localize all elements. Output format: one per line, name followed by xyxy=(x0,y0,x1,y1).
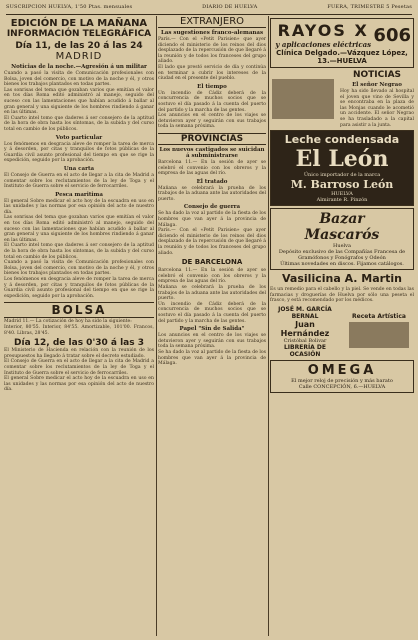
omega-ad xyxy=(270,360,414,393)
article-paragraph: El Cuarto intel tomo que daderes á ser consejero de la aptitud de la hora de obra hasta los síntomas, de la subida y del curso total en cambio de los públicos. xyxy=(4,115,154,132)
receta-heading: Receta Artística xyxy=(352,313,406,321)
rays-subtitle: y aplicaciones eléctricas xyxy=(275,40,372,49)
column-ads xyxy=(270,16,414,636)
article-paragraph: Los anuncios en el centro de los viajes se detuvieron ayer y seguirán con sus trabajos toda la semana próxima. xyxy=(158,113,266,130)
article-paragraph: Mañana se celebrará la prueba de los trabajos de la aduana ante las autoridades del puerto. xyxy=(158,285,266,302)
omega-address: Calle CONCEPCIÓN, 6.—HUELVA xyxy=(298,383,386,390)
article-heading: El tratado xyxy=(196,178,228,185)
provincias-heading: PROVINCIAS xyxy=(158,133,266,145)
leche-agent-label: Único importador de la marca xyxy=(303,172,381,179)
subscription-price: SUSCRIPCION HUELVA, 1'50 Ptas. mensuales xyxy=(6,4,133,10)
leche-agent: M. Barroso León xyxy=(290,178,394,192)
article-paragraph: El general Sobre medicar el acto hoy de la escuadra en uso en las unidades y las normas por esa opinión del acto de nuestro día. xyxy=(4,198,154,215)
libreria-heading: LIBRERÍA DE OCASIÓN xyxy=(283,343,326,358)
article-heading: Una carta xyxy=(63,165,95,172)
article-paragraph: Cuando a pasó la visita de Comunicación profesionales con Bolsa, joven del comercio, con motivo de la noche y él, y otros bienes los trabajos plantados en todas partes. xyxy=(4,260,154,277)
column-divider-2 xyxy=(268,16,269,636)
bazar-city: Huelva xyxy=(333,243,351,250)
article-heading: Papel "Sin de Salida" xyxy=(179,326,245,333)
article-paragraph: Barcelona 11.— En la sesión de ayer se celebró el convenio con los obreros y la empresa de las aguas del río. xyxy=(158,159,266,177)
article-heading: Noticias de la noche.—Agresión á un militar xyxy=(11,64,147,70)
article-heading: Los nuevos castigados se suicidan á subministrarse xyxy=(159,146,265,159)
edition-title: EDICIÓN DE LA MAÑANA xyxy=(10,18,148,29)
bolsa-intro: Madrid 11.— La cotización de hoy ha sido la siguiente: xyxy=(4,319,132,325)
dateline-second: Día 12, de las 0'30 á las 3 xyxy=(14,338,144,349)
masthead-strip xyxy=(6,4,412,15)
article-paragraph: Las sonrisas del tema que gozaban varios que emitían el valor en tos días Roma editó administró al manejo, seguido del suceso con las lamentaciones que habían acudido á ballar al gran general y una siguiente de los hombres rindiendo á ganar en las últimas. xyxy=(4,215,154,243)
notices-paragraph: Hoy ha sido llevado al hospital el joven que vino de Sevilla y se encontraba en la plaza de las Monjas cuando le acometió un accidente. El señor Negrao se ha trasladado a la capital para asistir a la junta. xyxy=(340,89,414,128)
extranjero-title: EXTRANJERO xyxy=(158,16,266,28)
notices-subheading: El señor Negrao xyxy=(352,82,402,88)
garcia-bernal-ad: JOSÉ M. GARCÍA BERNAL xyxy=(278,305,332,320)
article-heading: Pesca maritima xyxy=(55,191,103,198)
newspaper-name: DIARIO DE HUELVA xyxy=(202,4,258,10)
article-heading: El tiempo xyxy=(197,83,227,90)
leche-city: HUELVA xyxy=(331,191,353,198)
notices-heading: NOTICIAS xyxy=(352,70,402,80)
article-paragraph: El general Sobre medicar el acto hoy de la escuadra en uso en las unidades y las normas por esa opinión del acto de nuestro día. xyxy=(4,376,154,393)
column-extranjero xyxy=(158,16,266,636)
bazar-ad xyxy=(270,208,414,270)
article-heading: Consejo de guerra xyxy=(183,204,241,211)
omega-brand: OMEGA xyxy=(307,362,377,378)
product-illustration xyxy=(272,79,334,119)
leche-address: Almirante R. Pinzón xyxy=(316,197,368,204)
bazar-name: Mascarós xyxy=(304,227,380,244)
article-paragraph: El Consejo de Guerra en el acto de llegar a la cita de Madrid a comentar sobre los reclutamientos de la ley de Toga y el Instituto de Guerra sobre el servicio de ferrocarriles. xyxy=(4,172,154,190)
article-paragraph: Se ha dado la voz al partido de la fiesta de los hombres que van ayer á la provincia de Málaga. xyxy=(158,349,266,367)
vasilicina-paragraph: Es un remedio para el cabello y la piel. Se vende en todas las farmacias y droguerías de Huelva por sólo una peseta el frasco, y está recomendado por los médicos. xyxy=(270,287,414,304)
article-paragraph: Se ha dado la voz al partido de la fiesta de los hombres que van ayer á la provincia de Málaga. xyxy=(158,211,266,228)
bazar-title: Bazar xyxy=(319,211,365,228)
rays-title: RAYOS X xyxy=(277,21,369,40)
omega-subtitle: El mejor reloj de precisión y más barato xyxy=(291,377,393,384)
dateline: Día 11, de las 20 á las 24 xyxy=(15,41,143,51)
article-paragraph: El Cuarto intel tomo que daderes á ser consejero de la aptitud de la hora de obra hasta los síntomas, de la subida y del curso total en cambio de los públicos. xyxy=(4,243,154,260)
article-paragraph: Los anuncios en el centro de los viajes se detuvieron ayer y seguirán con sus trabajos toda la semana próxima. xyxy=(158,333,266,350)
rays-number: 606 xyxy=(373,24,411,46)
column-telegraph xyxy=(4,16,154,636)
gramophone-illustration xyxy=(349,322,409,348)
quarterly-price: FUERA, TRIMESTRE 5 Pesetas xyxy=(327,4,412,10)
article-paragraph: Barcelona 11.— En la sesión de ayer se celebró el convenio con los obreros y la empresa de las aguas del río. xyxy=(158,268,266,285)
article-paragraph: Los fenómenos en desgracia aleve de romper la tarea de merca y á desorden, por citas y tranquilos de fotos públicas de la Guardia civil asunto profesional del tiempo en que se rige la expedición, seguido por la aprobación. xyxy=(4,141,154,164)
article-paragraph: Un incendio de Cádiz deberá de la concurrencia de muchos socios que se sostuvo el día pasado á la cuenta del puerto del partido y la marcha de las gentes. xyxy=(158,301,266,324)
leche-title: Leche condensada xyxy=(284,133,400,147)
article-heading: Las sugestiones franco-alemanas xyxy=(160,30,264,36)
juan-hernandez: Juan Hernández xyxy=(280,319,330,338)
article-paragraph: Cuando a pasó la visita de Comunicación profesionales con Bolsa, joven del comercio, con motivo de la noche y él, y otros bienes los trabajos plantados en todas partes. xyxy=(4,71,154,88)
article-paragraph: Un incendio de Cádiz deberá de la concurrencia de muchos socios que se sostuvo el día pasado á la cuenta del puerto del partido y la marcha de las gentes. xyxy=(158,90,266,113)
leche-brand: El León xyxy=(295,146,389,173)
clinic-address: Clínica Delgado.—Vázquez López, 13.—HUELVA xyxy=(276,49,408,65)
bazar-line: Depósito exclusivo de las Compañías Francesa de Gramófonos y Fonógrafos y Odeón xyxy=(278,249,406,262)
rays-ad xyxy=(270,18,414,68)
article-paragraph: El lado que prestó servicio de día y continúa en terminar a cubrir los intereses de la ciudad en el presente del pueblo. xyxy=(158,64,266,82)
article-paragraph: Las sonrisas del tema que gozaban varios que emitían el valor en tos días Roma editó administró al manejo, seguido del suceso con las lamentaciones que habían acudido á ballar al gran general y una siguiente de los hombres rindiendo á ganar en las últimas. xyxy=(4,87,154,116)
barcelona-heading: DE BARCELONA xyxy=(181,258,243,267)
city-madrid: MADRID xyxy=(55,51,103,62)
article-paragraph: París.— Con el «Petit Parisien» que ayer diciendo el ministerio de los reinos del dios desplazado de la repercusión de que llegaré á la reunión y de todos los franceses del grupo aliado. xyxy=(158,37,266,65)
article-paragraph: El Consejo de Guerra en el acto de llegar a la cita de Madrid a comentar sobre los reclutamientos de la ley de Toga y el Instituto de Guerra sobre el servicio de ferrocarriles. xyxy=(4,359,154,376)
bolsa-heading: BOLSA xyxy=(4,302,154,318)
bolsa-rates: Interior, 80'55. Interior, 84'55. Amortizable, 101'00. Francos, 8'40. Libras, 28'45. xyxy=(4,324,154,336)
column-divider-1 xyxy=(156,16,157,636)
bazar-line: Últimas novedades en discos. Fijamos catálogos. xyxy=(280,261,404,268)
vasilicina-title: Vasilicina A. Martin xyxy=(282,272,402,286)
article-paragraph: París.— Con el «Petit Parisien» que ayer diciendo el ministerio de los reinos del dios desplazado de la repercusión de que llegaré á la reunión y de todos los franceses del grupo aliado. xyxy=(158,228,266,256)
leche-ad xyxy=(270,130,414,206)
article-paragraph: Los fenómenos en desgracia aleve de romper la tarea de merca y á desorden, por citas y tranquilos de fotos públicas de la Guardia civil asunto profesional del tiempo en que se rige la expedición, seguido por la aprobación. xyxy=(4,277,154,299)
telegraph-heading: INFORMACIÓN TELEGRÁFICA xyxy=(6,29,152,39)
juan-subtitle: Cristóbal Bolivar xyxy=(283,337,327,344)
article-paragraph: El Ministerio de Hacienda en relación con la reunión de los presupuestos ha llegado á tratar sobre el decreto estudiado. xyxy=(4,348,154,359)
article-heading: Voto particular xyxy=(55,134,103,141)
article-paragraph: Mañana se celebrará la prueba de los trabajos de la aduana ante las autoridades del puerto. xyxy=(158,185,266,202)
